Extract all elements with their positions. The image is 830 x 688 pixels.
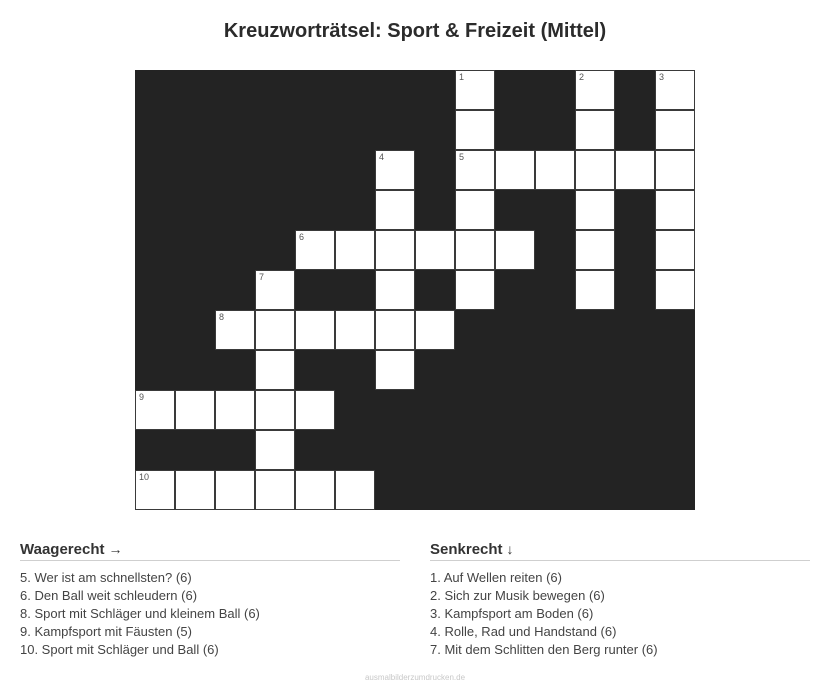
down-clue[interactable]: 4. Rolle, Rad und Handstand (6) <box>430 624 617 639</box>
crossword-cell[interactable] <box>375 270 415 310</box>
across-clue[interactable]: 8. Sport mit Schläger und kleinem Ball (6) <box>20 606 260 621</box>
crossword-cell[interactable] <box>575 270 615 310</box>
crossword-cell[interactable] <box>655 190 695 230</box>
across-clue-list <box>20 569 400 659</box>
down-clues-section <box>430 541 810 659</box>
across-clue[interactable]: 5. Wer ist am schnellsten? (6) <box>20 570 192 585</box>
crossword-cell[interactable] <box>295 390 335 430</box>
crossword-cell[interactable] <box>335 470 375 510</box>
across-heading-label: Waagerecht <box>20 541 105 558</box>
down-clue-list <box>430 569 810 659</box>
crossword-cell[interactable] <box>335 230 375 270</box>
across-clue[interactable]: 10. Sport mit Schläger und Ball (6) <box>20 642 219 657</box>
down-clue[interactable]: 1. Auf Wellen reiten (6) <box>430 570 562 585</box>
clue-number: 7 <box>259 272 265 282</box>
crossword-cell[interactable] <box>295 230 335 270</box>
right-arrow-icon: → <box>108 541 123 557</box>
crossword-cell[interactable] <box>215 470 255 510</box>
crossword-cell[interactable] <box>655 110 695 150</box>
clue-number: 8 <box>219 312 225 322</box>
down-heading <box>430 541 810 561</box>
crossword-cell[interactable] <box>175 390 215 430</box>
crossword-cell[interactable] <box>295 470 335 510</box>
crossword-cell[interactable] <box>255 430 295 470</box>
crossword-cell[interactable] <box>135 390 175 430</box>
crossword-cell[interactable] <box>575 230 615 270</box>
down-clue[interactable]: 3. Kampfsport am Boden (6) <box>430 606 594 621</box>
down-clue[interactable]: 7. Mit dem Schlitten den Berg runter (6) <box>430 642 658 657</box>
crossword-cell[interactable] <box>655 230 695 270</box>
down-arrow-icon: ↓ <box>506 541 514 557</box>
crossword-cell[interactable] <box>215 390 255 430</box>
clue-number: 6 <box>299 232 305 242</box>
page-title: Kreuzworträtsel: Sport & Freizeit (Mittel) <box>223 20 607 42</box>
crossword-grid <box>135 70 695 510</box>
crossword-cell[interactable] <box>535 150 575 190</box>
crossword-cell[interactable] <box>655 270 695 310</box>
crossword-cell[interactable] <box>295 310 335 350</box>
crossword-cell[interactable] <box>415 230 455 270</box>
crossword-cell[interactable] <box>455 70 495 110</box>
crossword-cell[interactable] <box>375 190 415 230</box>
crossword-cell[interactable] <box>655 150 695 190</box>
crossword-cell[interactable] <box>575 70 615 110</box>
crossword-cell[interactable] <box>495 150 535 190</box>
crossword-cell[interactable] <box>135 470 175 510</box>
clue-number: 1 <box>459 72 465 82</box>
down-clue[interactable]: 2. Sich zur Musik bewegen (6) <box>430 588 605 603</box>
crossword-cell[interactable] <box>455 190 495 230</box>
clue-number: 4 <box>379 152 385 162</box>
crossword-cell[interactable] <box>255 270 295 310</box>
clue-number: 9 <box>139 392 145 402</box>
crossword-cell[interactable] <box>215 310 255 350</box>
clue-number: 2 <box>579 72 585 82</box>
crossword-cell[interactable] <box>495 230 535 270</box>
crossword-cell[interactable] <box>335 310 375 350</box>
footer-watermark: ausmalbilderzumdrucken.de <box>364 673 466 682</box>
crossword-cell[interactable] <box>575 110 615 150</box>
crossword-cell[interactable] <box>175 470 215 510</box>
crossword-cell[interactable] <box>455 230 495 270</box>
crossword-cell[interactable] <box>655 70 695 110</box>
crossword-cell[interactable] <box>375 150 415 190</box>
crossword-cell[interactable] <box>255 350 295 390</box>
crossword-cell[interactable] <box>415 310 455 350</box>
crossword-cell[interactable] <box>615 150 655 190</box>
down-heading-label: Senkrecht <box>430 541 503 558</box>
across-clue[interactable]: 6. Den Ball weit schleudern (6) <box>20 588 198 603</box>
crossword-cell[interactable] <box>375 350 415 390</box>
crossword-cell[interactable] <box>255 310 295 350</box>
crossword-cell[interactable] <box>455 270 495 310</box>
across-clue[interactable]: 9. Kampfsport mit Fäusten (5) <box>20 624 192 639</box>
clue-number: 10 <box>139 472 150 482</box>
clue-number: 3 <box>659 72 665 82</box>
crossword-cell[interactable] <box>255 470 295 510</box>
crossword-cell[interactable] <box>255 390 295 430</box>
crossword-cell[interactable] <box>575 150 615 190</box>
across-heading <box>20 541 400 561</box>
clue-number: 5 <box>459 152 465 162</box>
crossword-cell[interactable] <box>455 150 495 190</box>
crossword-cell[interactable] <box>575 190 615 230</box>
across-clues-section <box>20 541 400 659</box>
crossword-cell[interactable] <box>375 230 415 270</box>
crossword-cell[interactable] <box>455 110 495 150</box>
crossword-cell[interactable] <box>375 310 415 350</box>
